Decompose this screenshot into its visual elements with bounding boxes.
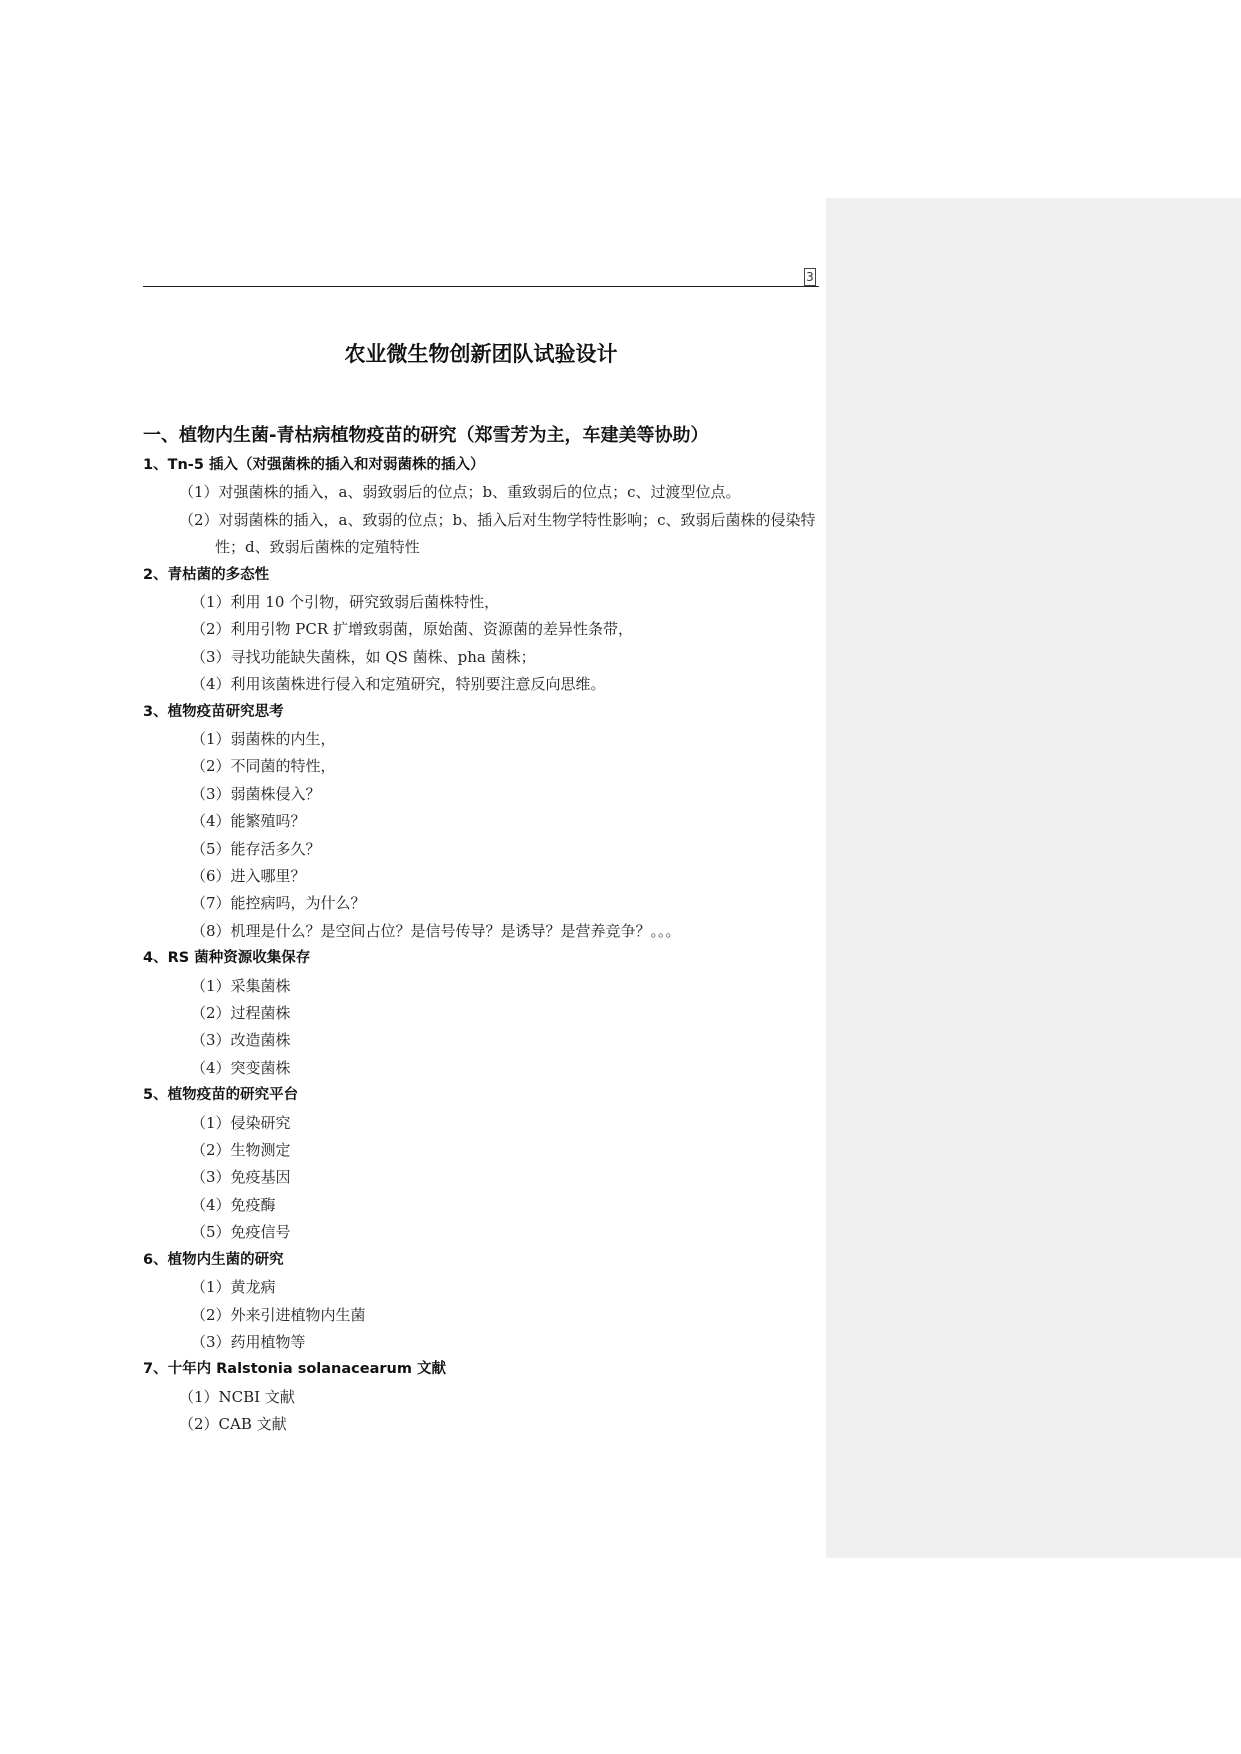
- list-item: （6）进入哪里？: [191, 867, 306, 886]
- list-item: （5）免疫信号: [191, 1223, 291, 1242]
- list-item: （2）对弱菌株的插入，a、致弱的位点；b、插入后对生物学特性影响；c、致弱后菌株的侵染特性；d、致弱后菌株的定殖特性: [179, 510, 816, 557]
- list-item: （7）能控病吗，为什么？: [191, 894, 366, 913]
- section-items: [143, 1110, 823, 1247]
- list-item: （2）过程菌株: [191, 1004, 291, 1023]
- part-heading: 一、植物内生菌-青枯病植物疫苗的研究（郑雪芳为主，车建美等协助）: [143, 425, 709, 446]
- section-research-platform: [143, 1082, 823, 1246]
- list-item: （2）利用引物 PCR 扩增致弱菌，原始菌、资源菌的差异性条带，: [191, 620, 633, 639]
- list-item: （1）弱菌株的内生，: [191, 730, 336, 749]
- list-item: （2）不同菌的特性，: [191, 757, 336, 776]
- header-rule: [143, 286, 819, 287]
- list-item: （4）能繁殖吗？: [191, 812, 306, 831]
- list-item: （5）能存活多久？: [191, 839, 321, 858]
- section-rs-collection: [143, 945, 823, 1082]
- document-title: 农业微生物创新团队试验设计: [344, 342, 618, 366]
- section-heading: 6、植物内生菌的研究: [143, 1251, 284, 1268]
- section-literature: [143, 1356, 823, 1438]
- list-item: （3）药用植物等: [191, 1332, 306, 1351]
- section-heading: 4、RS 菌种资源收集保存: [143, 950, 311, 967]
- list-item: （4）免疫酶: [191, 1195, 276, 1214]
- list-item: （1）采集菌株: [191, 976, 291, 995]
- comment-margin-pane: [826, 198, 1241, 1558]
- list-item: （1）黄龙病: [191, 1278, 276, 1297]
- section-items: [143, 589, 823, 699]
- document-body: [143, 420, 823, 1439]
- section-items: [143, 1274, 823, 1356]
- list-item: （4）突变菌株: [191, 1058, 291, 1077]
- section-tn5-insertion: [143, 452, 823, 562]
- list-item: （2）CAB 文献: [179, 1415, 287, 1434]
- section-vaccine-thinking: [143, 699, 823, 946]
- section-endophyte-research: [143, 1247, 823, 1357]
- list-item: （1）利用 10 个引物，研究致弱后菌株特性，: [191, 593, 500, 611]
- list-item: （1）NCBI 文献: [179, 1387, 295, 1406]
- list-item: （3）寻找功能缺失菌株，如 QS 菌株、pha 菌株；: [191, 647, 536, 666]
- section-heading: 1、Tn-5 插入（对强菌株的插入和对弱菌株的插入）: [143, 457, 485, 473]
- list-item: （3）改造菌株: [191, 1031, 291, 1050]
- section-heading: 2、青枯菌的多态性: [143, 566, 270, 583]
- list-item: （2）生物测定: [191, 1141, 291, 1160]
- section-items: [143, 1384, 823, 1439]
- section-heading: 5、植物疫苗的研究平台: [143, 1087, 299, 1104]
- list-item: （4）利用该菌株进行侵入和定殖研究，特别要注意反向思维。: [191, 675, 606, 694]
- page-number: 3: [804, 268, 816, 286]
- list-item: （3）免疫基因: [191, 1168, 291, 1187]
- section-heading: 7、十年内 Ralstonia solanacearum 文献: [143, 1361, 447, 1378]
- section-items: [143, 973, 823, 1083]
- section-items: [143, 726, 823, 945]
- section-items: [143, 479, 823, 561]
- list-item: （3）弱菌株侵入？: [191, 784, 321, 803]
- list-item: （2）外来引进植物内生菌: [191, 1305, 366, 1324]
- list-item: （1）侵染研究: [191, 1113, 291, 1132]
- list-item: （8）机理是什么？是空间占位？是信号传导？是诱导？是营养竞争？。。。: [191, 921, 681, 940]
- section-polymorphism: [143, 562, 823, 699]
- list-item: （1）对强菌株的插入，a、弱致弱后的位点；b、重致弱后的位点；c、过渡型位点。: [179, 483, 741, 502]
- section-heading: 3、植物疫苗研究思考: [143, 703, 284, 720]
